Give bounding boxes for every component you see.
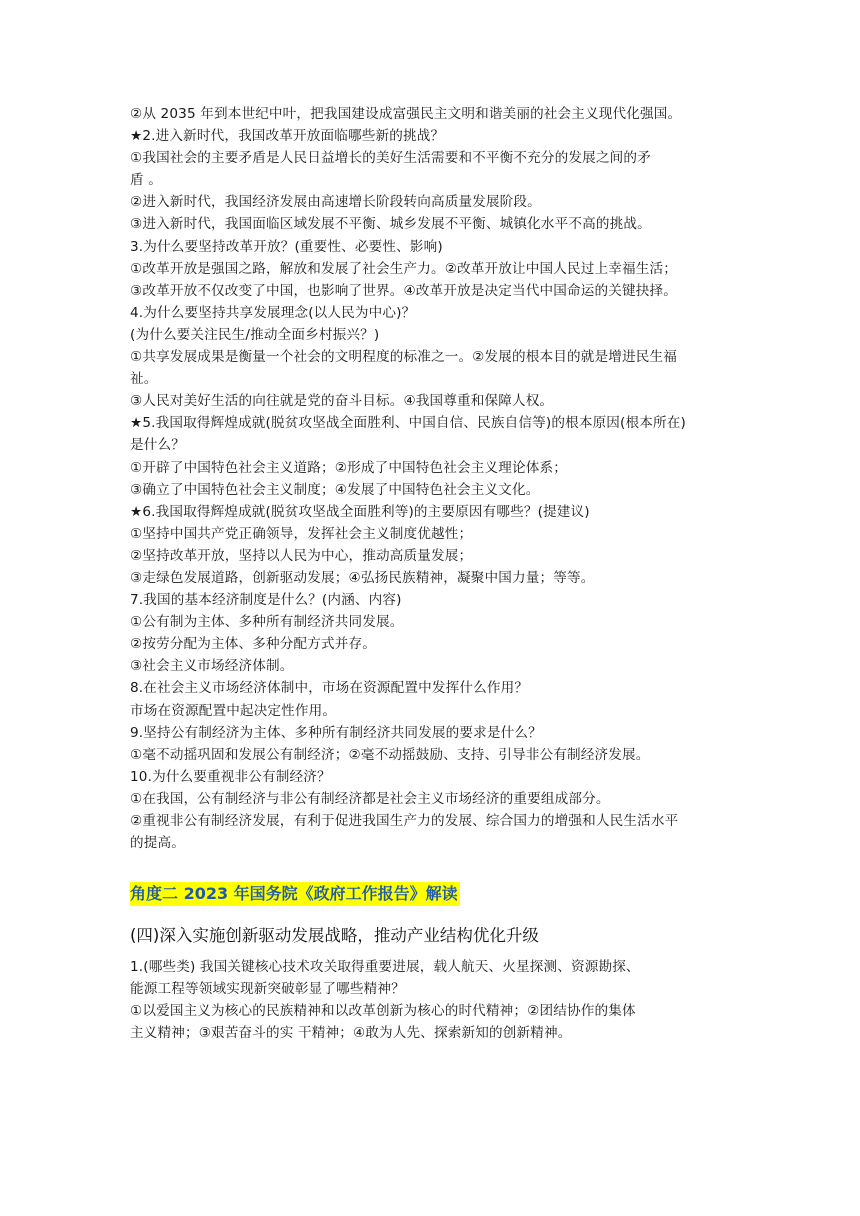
text-line: ③进入新时代，我国面临区域发展不平衡、城乡发展不平衡、城镇化水平不高的挑战。 <box>130 216 651 233</box>
text-line: 盾 。 <box>130 172 162 189</box>
text-line: ★2.进入新时代，我国改革开放面临哪些新的挑战？ <box>130 128 445 145</box>
text-line: ①毫不动摇巩固和发展公有制经济；②毫不动摇鼓励、支持、引导非公有制经济发展。 <box>130 746 650 763</box>
text-line: ①公有制为主体、多种所有制经济共同发展。 <box>130 614 404 631</box>
document-page <box>130 103 735 1045</box>
text-line: ①共享发展成果是衡量一个社会的文明程度的标准之一。②发展的根本目的就是增进民生福 <box>130 349 677 366</box>
text-line: 1.(哪些类) 我国关键核心技术攻关取得重要进展，载人航天、火星探测、资源勘探、 <box>130 959 640 976</box>
text-line: 市场在资源配置中起决定性作用。 <box>130 702 337 719</box>
text-line: ②按劳分配为主体、多种分配方式并存。 <box>130 636 376 653</box>
text-line: ③社会主义市场经济体制。 <box>130 658 294 675</box>
text-line: ①我国社会的主要矛盾是人民日益增长的美好生活需要和不平衡不充分的发展之间的矛 <box>130 150 651 167</box>
text-line: 9.坚持公有制经济为主体、多种所有制经济共同发展的要求是什么？ <box>130 724 542 741</box>
text-line: ①改革开放是强国之路，解放和发展了社会生产力。②改革开放让中国人民过上幸福生活； <box>130 260 677 277</box>
section-heading <box>130 880 735 910</box>
text-line: ③走绿色发展道路，创新驱动发展；④弘扬民族精神，凝聚中国力量；等等。 <box>130 569 595 586</box>
text-line: ★5.我国取得辉煌成就(脱贫攻坚战全面胜利、中国自信、民族自信等)的根本原因(根本所在) <box>130 415 686 432</box>
text-line: 4.为什么要坚持共享发展理念(以人民为中心)？ <box>130 304 416 321</box>
text-line: ②进入新时代，我国经济发展由高速增长阶段转向高质量发展阶段。 <box>130 194 541 211</box>
text-line: ②重视非公有制经济发展，有利于促进我国生产力的发展、综合国力的增强和人民生活水平 <box>130 813 679 829</box>
section-heading-text: 角度二 2023 年国务院《政府工作报告》解读 <box>130 882 460 906</box>
text-line: (为什么要关注民生/推动全面乡村振兴？) <box>130 326 380 343</box>
text-line: 能源工程等领域实现新突破彰显了哪些精神？ <box>130 981 405 998</box>
qa-section-top <box>130 103 735 854</box>
text-line: 7.我国的基本经济制度是什么？(内涵、内容) <box>130 592 402 609</box>
text-line: ③改革开放不仅改变了中国，也影响了世界。④改革开放是决定当代中国命运的关键抉择。 <box>130 282 677 299</box>
text-line: ③确立了中国特色社会主义制度；④发展了中国特色社会主义文化。 <box>130 481 540 498</box>
sub-heading: (四)深入实施创新驱动发展战略，推动产业结构优化升级 <box>130 926 539 946</box>
text-line: ②从 2035 年到本世纪中叶，把我国建设成富强民主文明和谐美丽的社会主义现代化强国。 <box>130 106 682 122</box>
qa-section-bottom <box>130 956 735 1044</box>
text-line: 祉。 <box>130 371 158 388</box>
text-line: ③人民对美好生活的向往就是党的奋斗目标。④我国尊重和保障人权。 <box>130 393 554 410</box>
text-line: 主义精神；③艰苦奋斗的实 干精神；④敢为人先、探索新知的创新精神。 <box>130 1025 572 1042</box>
text-line: 10.为什么要重视非公有制经济？ <box>130 768 331 785</box>
text-line: ①坚持中国共产党正确领导，发挥社会主义制度优越性； <box>130 525 473 542</box>
text-line: 8.在社会主义市场经济体制中，市场在资源配置中发挥什么作用？ <box>130 680 529 697</box>
text-line: ★6.我国取得辉煌成就(脱贫攻坚战全面胜利等)的主要原因有哪些？(提建议) <box>130 503 590 520</box>
text-line: ①以爱国主义为核心的民族精神和以改革创新为核心的时代精神；②团结协作的集体 <box>130 1003 636 1020</box>
text-line: ①在我国，公有制经济与非公有制经济都是社会主义市场经济的重要组成部分。 <box>130 790 610 807</box>
text-line: ①开辟了中国特色社会主义道路；②形成了中国特色社会主义理论体系； <box>130 459 567 476</box>
text-line: ②坚持改革开放，坚持以人民为中心，推动高质量发展； <box>130 547 473 564</box>
text-line: 是什么？ <box>130 437 185 454</box>
text-line: 的提高。 <box>130 835 185 852</box>
text-line: 3.为什么要坚持改革开放？(重要性、必要性、影响) <box>130 238 443 255</box>
